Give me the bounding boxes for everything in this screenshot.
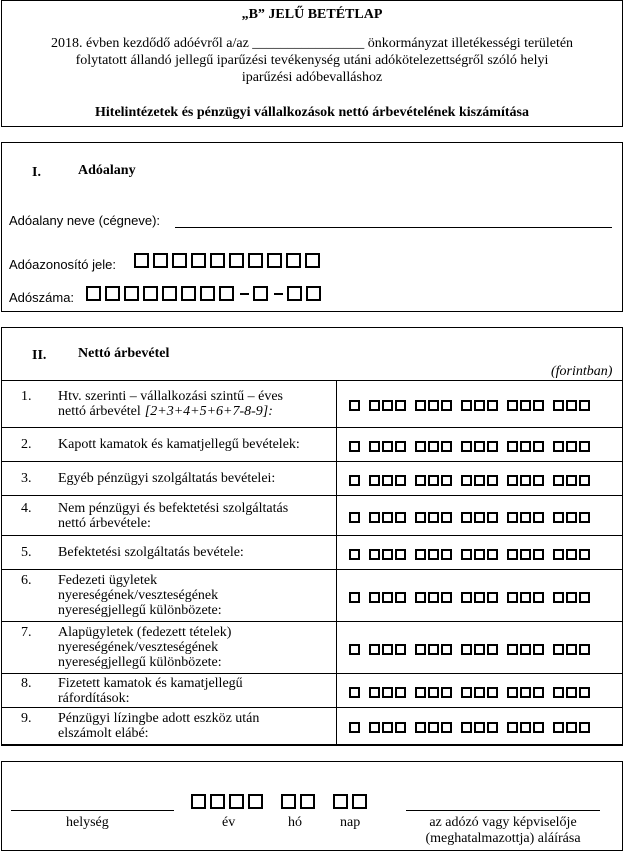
digit-box[interactable] (415, 441, 426, 452)
digit-box[interactable] (520, 687, 531, 698)
table-row (2, 496, 622, 536)
digit-box[interactable] (487, 400, 498, 411)
column-divider (336, 622, 337, 673)
separator-dash (240, 293, 249, 295)
digit-box[interactable] (349, 722, 360, 733)
digit-box[interactable] (395, 687, 406, 698)
signature-label-line-2: (meghatalmazottja) aláírása (425, 831, 581, 846)
column-divider (336, 428, 337, 461)
row-label-line: nyereségének/veszteségének (58, 640, 219, 655)
amount-field[interactable] (349, 642, 592, 658)
row-number: 5. (21, 545, 32, 560)
date-field[interactable] (191, 794, 371, 810)
digit-box[interactable] (415, 549, 426, 560)
amount-field[interactable] (349, 547, 592, 563)
table-row (2, 622, 622, 674)
digit-box[interactable] (507, 592, 518, 603)
table-row (2, 462, 622, 496)
amount-field[interactable] (349, 473, 592, 489)
section-netto-arbevetel (1, 327, 623, 746)
row-label (58, 573, 328, 618)
digit-box[interactable] (305, 253, 320, 268)
digit-box[interactable] (553, 644, 564, 655)
digit-box[interactable] (474, 644, 485, 655)
digit-box[interactable] (415, 400, 426, 411)
row-label-line: Kapott kamatok és kamatjellegű bevételek: (58, 437, 300, 452)
taxpayer-name-field[interactable] (175, 227, 612, 228)
digit-box[interactable] (306, 286, 321, 301)
row-number: 6. (21, 573, 32, 588)
digit-box[interactable] (533, 400, 544, 411)
digit-box[interactable] (579, 592, 590, 603)
row-label (58, 471, 328, 486)
digit-box[interactable] (267, 253, 282, 268)
digit-box[interactable] (487, 512, 498, 523)
row-number: 9. (21, 711, 32, 726)
digit-box[interactable] (461, 475, 472, 486)
digit-box[interactable] (533, 512, 544, 523)
digit-box[interactable] (533, 722, 544, 733)
digit-box[interactable] (428, 400, 439, 411)
digit-box[interactable] (428, 549, 439, 560)
digit-box[interactable] (441, 644, 452, 655)
digit-box[interactable] (395, 475, 406, 486)
month-label: hó (288, 815, 302, 830)
digit-box[interactable] (253, 286, 268, 301)
digit-box[interactable] (428, 644, 439, 655)
digit-box[interactable] (579, 441, 590, 452)
header-line-1: 2018. évben kezdődő adóévről a/az ________________ önkormányzat illetékességi területén (50, 36, 574, 51)
row-label (58, 676, 328, 706)
digit-box[interactable] (553, 549, 564, 560)
signature-field[interactable] (406, 810, 600, 811)
day-digit-box[interactable] (333, 794, 348, 809)
year-digit-box[interactable] (248, 794, 263, 809)
row-label (58, 545, 328, 560)
table-row (2, 428, 622, 462)
digit-box[interactable] (369, 441, 380, 452)
digit-box[interactable] (286, 253, 301, 268)
month-digit-box[interactable] (281, 794, 296, 809)
unit-label: (forintban) (551, 364, 613, 379)
column-divider (336, 674, 337, 707)
table-row (2, 381, 622, 428)
digit-box[interactable] (382, 512, 393, 523)
digit-box[interactable] (566, 549, 577, 560)
digit-box[interactable] (579, 644, 590, 655)
row-label (58, 711, 328, 741)
digit-box[interactable] (520, 722, 531, 733)
digit-box[interactable] (248, 253, 263, 268)
column-divider (336, 381, 337, 427)
digit-box[interactable] (382, 400, 393, 411)
row-label (58, 437, 328, 452)
column-divider (336, 536, 337, 569)
digit-box[interactable] (520, 592, 531, 603)
digit-box[interactable] (553, 592, 564, 603)
signature-box (1, 761, 623, 851)
digit-box[interactable] (566, 475, 577, 486)
digit-box[interactable] (533, 644, 544, 655)
place-field[interactable] (11, 810, 174, 811)
digit-box[interactable] (395, 644, 406, 655)
digit-box[interactable] (415, 687, 426, 698)
digit-box[interactable] (349, 475, 360, 486)
digit-box[interactable] (553, 441, 564, 452)
digit-box[interactable] (428, 592, 439, 603)
row-label-line: Egyéb pénzügyi szolgáltatás bevételei: (58, 471, 276, 486)
digit-box[interactable] (520, 549, 531, 560)
digit-box[interactable] (349, 549, 360, 560)
digit-box[interactable] (566, 644, 577, 655)
row-number: 8. (21, 676, 32, 691)
digit-box[interactable] (461, 512, 472, 523)
digit-box[interactable] (533, 687, 544, 698)
digit-box[interactable] (349, 592, 360, 603)
digit-box[interactable] (579, 687, 590, 698)
digit-box[interactable] (579, 722, 590, 733)
column-divider (336, 708, 337, 744)
table-row (2, 708, 622, 745)
row-label-line: nettó árbevétele: (58, 516, 151, 531)
digit-box[interactable] (553, 475, 564, 486)
column-divider (336, 496, 337, 535)
digit-box[interactable] (369, 475, 380, 486)
amount-table (2, 381, 622, 745)
digit-box[interactable] (191, 253, 206, 268)
row-label (58, 389, 328, 419)
digit-box[interactable] (134, 253, 149, 268)
digit-box[interactable] (579, 512, 590, 523)
table-row (2, 570, 622, 622)
amount-field[interactable] (349, 590, 592, 606)
digit-box[interactable] (507, 400, 518, 411)
digit-box[interactable] (487, 441, 498, 452)
row-number: 7. (21, 625, 32, 640)
row-label-line: Fizetett kamatok és kamatjellegű (58, 676, 243, 691)
digit-box[interactable] (369, 549, 380, 560)
digit-box[interactable] (520, 644, 531, 655)
digit-box[interactable] (579, 549, 590, 560)
digit-box[interactable] (382, 592, 393, 603)
digit-box[interactable] (566, 441, 577, 452)
digit-box[interactable] (487, 687, 498, 698)
digit-box[interactable] (382, 687, 393, 698)
digit-box[interactable] (553, 687, 564, 698)
amount-field[interactable] (349, 439, 592, 455)
digit-box[interactable] (507, 722, 518, 733)
digit-box[interactable] (369, 512, 380, 523)
digit-box[interactable] (533, 549, 544, 560)
row-formula: [2+3+4+5+6+7-8-9]: (144, 404, 273, 419)
section-adoalany (1, 142, 623, 312)
digit-box[interactable] (428, 475, 439, 486)
digit-box[interactable] (461, 592, 472, 603)
digit-box[interactable] (349, 400, 360, 411)
month-digit-box[interactable] (300, 794, 315, 809)
taxpayer-name-label: Adóalany neve (cégneve): (9, 213, 161, 228)
digit-box[interactable] (507, 644, 518, 655)
digit-box[interactable] (553, 512, 564, 523)
row-label-line: Alapügyletek (fedezett tételek) (58, 625, 232, 640)
digit-box[interactable] (487, 722, 498, 733)
amount-field[interactable] (349, 510, 592, 526)
digit-box[interactable] (395, 549, 406, 560)
row-label-line: Nem pénzügyi és befektetési szolgáltatás (58, 501, 289, 516)
tax-number-label: Adószáma: (9, 290, 75, 305)
digit-box[interactable] (533, 475, 544, 486)
digit-box[interactable] (395, 441, 406, 452)
digit-box[interactable] (210, 253, 225, 268)
day-digit-box[interactable] (352, 794, 367, 809)
digit-box[interactable] (533, 592, 544, 603)
digit-box[interactable] (428, 441, 439, 452)
digit-box[interactable] (553, 722, 564, 733)
digit-box[interactable] (415, 592, 426, 603)
digit-box[interactable] (474, 687, 485, 698)
digit-box[interactable] (566, 400, 577, 411)
tax-number-field[interactable] (86, 286, 325, 302)
digit-box[interactable] (461, 687, 472, 698)
digit-box[interactable] (382, 549, 393, 560)
digit-box[interactable] (441, 592, 452, 603)
tax-id-label: Adóazonosító jele: (9, 257, 116, 272)
digit-box[interactable] (441, 687, 452, 698)
digit-box[interactable] (566, 592, 577, 603)
digit-box[interactable] (219, 286, 234, 301)
digit-box[interactable] (474, 512, 485, 523)
digit-box[interactable] (441, 722, 452, 733)
row-number: 3. (21, 471, 32, 486)
digit-box[interactable] (441, 441, 452, 452)
section-2-title: Nettó árbevétel (78, 346, 170, 361)
tax-id-field[interactable] (134, 253, 324, 269)
header-line-3: iparűzési adóbevalláshoz (241, 70, 383, 85)
row-label-line: Befektetési szolgáltatás bevétele: (58, 545, 244, 560)
digit-box[interactable] (181, 286, 196, 301)
row-number: 2. (21, 437, 32, 452)
row-label-line: nyereségének/veszteségének (58, 588, 219, 603)
digit-box[interactable] (441, 475, 452, 486)
digit-box[interactable] (461, 722, 472, 733)
column-divider (336, 570, 337, 621)
digit-box[interactable] (395, 592, 406, 603)
row-label-line: nyereségjellegű különbözete: (58, 603, 222, 618)
row-label-line: ráfordítások: (58, 691, 130, 706)
digit-box[interactable] (507, 549, 518, 560)
section-2-number: II. (32, 348, 47, 363)
digit-box[interactable] (153, 253, 168, 268)
digit-box[interactable] (162, 286, 177, 301)
table-row (2, 674, 622, 708)
amount-field[interactable] (349, 398, 592, 414)
digit-box[interactable] (474, 475, 485, 486)
digit-box[interactable] (428, 512, 439, 523)
digit-box[interactable] (474, 441, 485, 452)
row-label-line: nyereségjellegű különbözete: (58, 655, 222, 670)
digit-box[interactable] (579, 475, 590, 486)
digit-box[interactable] (369, 400, 380, 411)
digit-box[interactable] (369, 644, 380, 655)
digit-box[interactable] (415, 722, 426, 733)
header-line-2: folytatott állandó jellegű iparűzési tevékenység utáni adókötelezettségről szóló helyi (75, 53, 549, 68)
digit-box[interactable] (382, 441, 393, 452)
digit-box[interactable] (441, 549, 452, 560)
amount-field[interactable] (349, 685, 592, 701)
section-1-number: I. (32, 165, 41, 180)
digit-box[interactable] (349, 687, 360, 698)
digit-box[interactable] (349, 644, 360, 655)
digit-box[interactable] (487, 549, 498, 560)
digit-box[interactable] (428, 722, 439, 733)
year-digit-box[interactable] (229, 794, 244, 809)
digit-box[interactable] (474, 722, 485, 733)
digit-box[interactable] (507, 687, 518, 698)
table-row (2, 536, 622, 570)
digit-box[interactable] (487, 592, 498, 603)
digit-box[interactable] (143, 286, 158, 301)
digit-box[interactable] (566, 722, 577, 733)
digit-box[interactable] (507, 512, 518, 523)
row-label-line: Htv. szerinti – vállalkozási szintű – éves (58, 389, 283, 404)
digit-box[interactable] (172, 253, 187, 268)
signature-label-line-1: az adózó vagy képviselője (429, 815, 577, 830)
digit-box[interactable] (520, 400, 531, 411)
amount-field[interactable] (349, 720, 592, 736)
row-label (58, 501, 328, 531)
row-number: 4. (21, 501, 32, 516)
digit-box[interactable] (382, 644, 393, 655)
digit-box[interactable] (520, 475, 531, 486)
column-divider (336, 462, 337, 495)
digit-box[interactable] (395, 400, 406, 411)
row-label (58, 625, 328, 670)
digit-box[interactable] (487, 475, 498, 486)
section-1-title: Adóalany (78, 163, 136, 178)
year-digit-box[interactable] (191, 794, 206, 809)
digit-box[interactable] (200, 286, 215, 301)
year-digit-box[interactable] (210, 794, 225, 809)
digit-box[interactable] (86, 286, 101, 301)
digit-box[interactable] (382, 722, 393, 733)
digit-box[interactable] (349, 512, 360, 523)
digit-box[interactable] (441, 400, 452, 411)
digit-box[interactable] (520, 512, 531, 523)
digit-box[interactable] (349, 441, 360, 452)
row-label-line: Pénzügyi lízingbe adott eszköz után (58, 711, 260, 726)
digit-box[interactable] (369, 687, 380, 698)
row-label-line: Fedezeti ügyletek (58, 573, 158, 588)
digit-box[interactable] (229, 253, 244, 268)
separator-dash (274, 293, 283, 295)
digit-box[interactable] (507, 441, 518, 452)
digit-box[interactable] (369, 592, 380, 603)
digit-box[interactable] (474, 592, 485, 603)
digit-box[interactable] (461, 441, 472, 452)
digit-box[interactable] (461, 549, 472, 560)
digit-box[interactable] (428, 687, 439, 698)
digit-box[interactable] (474, 400, 485, 411)
digit-box[interactable] (124, 286, 139, 301)
digit-box[interactable] (382, 475, 393, 486)
digit-box[interactable] (474, 549, 485, 560)
day-label: nap (340, 815, 361, 830)
form-subtitle: Hitelintézetek és pénzügyi vállalkozások nettó árbevételének kiszámítása (95, 105, 529, 120)
digit-box[interactable] (105, 286, 120, 301)
digit-box[interactable] (461, 400, 472, 411)
row-label-line: elszámolt elábé: (58, 726, 149, 741)
year-label: év (222, 815, 236, 830)
digit-box[interactable] (579, 400, 590, 411)
digit-box[interactable] (507, 475, 518, 486)
digit-box[interactable] (520, 441, 531, 452)
digit-box[interactable] (369, 722, 380, 733)
digit-box[interactable] (415, 512, 426, 523)
digit-box[interactable] (415, 475, 426, 486)
form-title: „B” JELŰ BETÉTLAP (241, 7, 383, 22)
digit-box[interactable] (441, 512, 452, 523)
digit-box[interactable] (533, 441, 544, 452)
digit-box[interactable] (487, 644, 498, 655)
row-number: 1. (21, 389, 32, 404)
digit-box[interactable] (395, 512, 406, 523)
digit-box[interactable] (553, 400, 564, 411)
digit-box[interactable] (566, 687, 577, 698)
row-label-line: nettó árbevétel (58, 404, 141, 419)
digit-box[interactable] (415, 644, 426, 655)
digit-box[interactable] (395, 722, 406, 733)
header-box (1, 0, 623, 127)
digit-box[interactable] (461, 644, 472, 655)
place-label: helység (66, 815, 109, 830)
digit-box[interactable] (566, 512, 577, 523)
digit-box[interactable] (287, 286, 302, 301)
